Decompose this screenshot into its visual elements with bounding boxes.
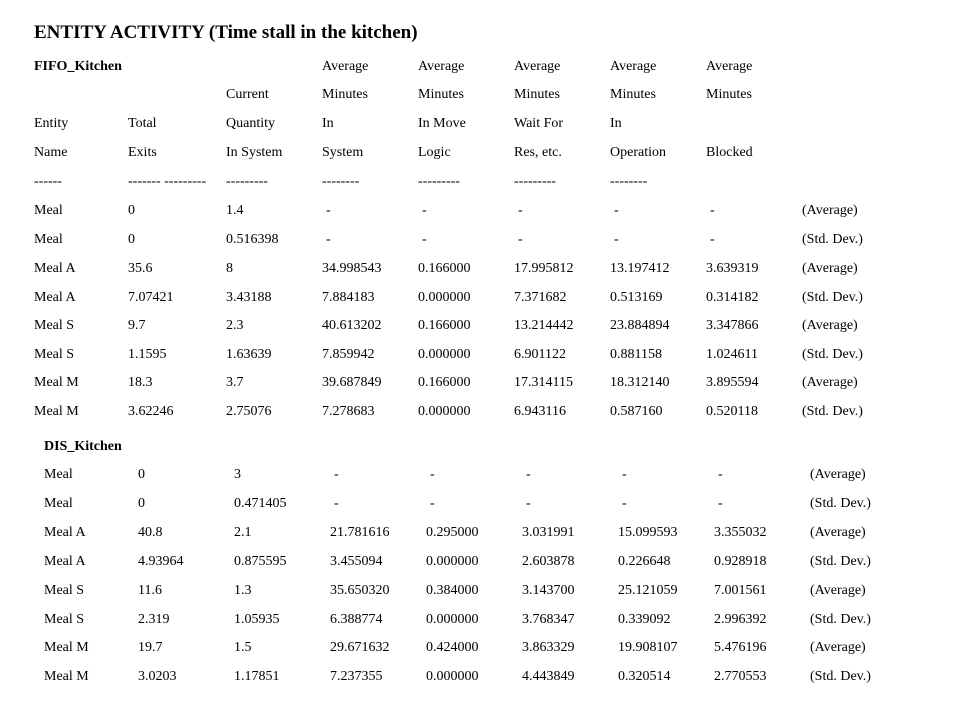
table-cell: 0.000000: [426, 612, 479, 627]
table-cell: -: [710, 203, 715, 218]
table-cell: 3: [234, 467, 241, 482]
table-cell: -: [622, 467, 627, 482]
entity-name: Meal: [44, 467, 73, 482]
table-cell: 2.319: [138, 612, 170, 627]
table-cell: 6.943116: [514, 404, 566, 419]
table-cell: 4.443849: [522, 669, 575, 684]
table-cell: -: [526, 467, 531, 482]
entity-name: Meal S: [34, 318, 75, 333]
table-cell: 3.7: [226, 375, 244, 390]
table-cell: 0.000000: [418, 290, 471, 305]
column-header: In Move: [418, 116, 466, 131]
table-cell: 0.226648: [618, 554, 671, 569]
table-cell: 6.901122: [514, 347, 566, 362]
table-cell: 2.3: [226, 318, 244, 333]
table-cell: 0.516398: [226, 232, 279, 247]
column-header: Minutes: [706, 87, 752, 102]
column-header: Average: [514, 59, 561, 74]
table-cell: 0.928918: [714, 554, 767, 569]
table-cell: 0.000000: [418, 347, 471, 362]
table-cell: 1.05935: [234, 612, 280, 627]
table-cell: 1.3: [234, 583, 252, 598]
stat-type: (Std. Dev.): [810, 496, 871, 511]
table-cell: 3.347866: [706, 318, 759, 333]
entity-name: Meal S: [44, 612, 85, 627]
table-cell: 3.768347: [522, 612, 575, 627]
table-cell: -: [614, 232, 619, 247]
table-cell: 40.613202: [322, 318, 382, 333]
table-cell: 0.320514: [618, 669, 671, 684]
entity-name: Meal M: [34, 375, 79, 390]
entity-name: Meal M: [44, 669, 89, 684]
table-cell: 0.295000: [426, 525, 479, 540]
table-cell: 7.278683: [322, 404, 375, 419]
stat-type: (Average): [802, 203, 858, 218]
table-cell: 13.214442: [514, 318, 574, 333]
table-cell: 0.000000: [426, 554, 479, 569]
fifo-kitchen-label: FIFO_Kitchen: [34, 59, 122, 74]
table-cell: 0.166000: [418, 375, 471, 390]
table-cell: 0.000000: [426, 669, 479, 684]
table-cell: 1.024611: [706, 347, 758, 362]
table-cell: 0: [138, 467, 145, 482]
table-cell: 7.371682: [514, 290, 567, 305]
column-header: Total: [128, 116, 157, 131]
table-cell: 17.314115: [514, 375, 573, 390]
column-header: Average: [418, 59, 465, 74]
table-cell: 0.166000: [418, 261, 471, 276]
column-header: Quantity: [226, 116, 275, 131]
table-cell: -: [326, 203, 331, 218]
entity-name: Meal A: [34, 261, 76, 276]
entity-name: Meal: [34, 203, 63, 218]
table-cell: 3.455094: [330, 554, 383, 569]
table-cell: 18.312140: [610, 375, 670, 390]
table-cell: 13.197412: [610, 261, 670, 276]
stat-type: (Average): [802, 318, 858, 333]
column-header: ---------: [514, 174, 556, 189]
column-header: ---------: [226, 174, 268, 189]
table-cell: 0: [138, 496, 145, 511]
table-cell: 2.75076: [226, 404, 272, 419]
table-cell: 3.895594: [706, 375, 759, 390]
column-header: ------- ---------: [128, 174, 207, 189]
entity-name: Meal M: [44, 640, 89, 655]
column-header: ------: [34, 174, 62, 189]
table-cell: 0.166000: [418, 318, 471, 333]
table-cell: 25.121059: [618, 583, 678, 598]
table-cell: 1.1595: [128, 347, 167, 362]
table-cell: 3.031991: [522, 525, 575, 540]
table-cell: 0.339092: [618, 612, 671, 627]
table-cell: 18.3: [128, 375, 153, 390]
table-cell: 21.781616: [330, 525, 390, 540]
table-cell: 1.17851: [234, 669, 280, 684]
table-cell: -: [334, 496, 339, 511]
table-cell: 0.314182: [706, 290, 759, 305]
table-cell: -: [430, 467, 435, 482]
table-cell: 2.603878: [522, 554, 575, 569]
column-header: Res, etc.: [514, 145, 562, 160]
table-cell: -: [518, 203, 523, 218]
table-cell: 6.388774: [330, 612, 383, 627]
table-cell: 2.996392: [714, 612, 767, 627]
stat-type: (Std. Dev.): [802, 404, 863, 419]
table-cell: 0.424000: [426, 640, 479, 655]
column-header: --------: [610, 174, 648, 189]
table-cell: 3.863329: [522, 640, 575, 655]
table-cell: 35.650320: [330, 583, 390, 598]
table-cell: -: [526, 496, 531, 511]
table-cell: 40.8: [138, 525, 163, 540]
table-cell: -: [430, 496, 435, 511]
stat-type: (Std. Dev.): [802, 290, 863, 305]
table-cell: 2.1: [234, 525, 252, 540]
table-cell: 3.43188: [226, 290, 272, 305]
column-header: In System: [226, 145, 283, 160]
table-cell: 19.908107: [618, 640, 678, 655]
stat-type: (Std. Dev.): [802, 232, 863, 247]
table-cell: -: [718, 467, 723, 482]
table-cell: 7.001561: [714, 583, 767, 598]
table-cell: 1.63639: [226, 347, 272, 362]
table-cell: 15.099593: [618, 525, 678, 540]
table-cell: 2.770553: [714, 669, 767, 684]
column-header: Minutes: [418, 87, 464, 102]
stat-type: (Std. Dev.): [810, 554, 871, 569]
table-cell: 34.998543: [322, 261, 382, 276]
entity-name: Meal S: [34, 347, 75, 362]
stat-type: (Average): [802, 375, 858, 390]
column-header: In: [610, 116, 622, 131]
entity-name: Meal M: [34, 404, 79, 419]
table-cell: 29.671632: [330, 640, 390, 655]
table-cell: 7.859942: [322, 347, 375, 362]
column-header: Operation: [610, 145, 666, 160]
table-cell: 3.62246: [128, 404, 174, 419]
table-cell: -: [326, 232, 331, 247]
table-cell: 19.7: [138, 640, 163, 655]
table-cell: 3.0203: [138, 669, 177, 684]
column-header: Minutes: [514, 87, 560, 102]
table-cell: 0.000000: [418, 404, 471, 419]
table-cell: 9.7: [128, 318, 146, 333]
table-cell: 35.6: [128, 261, 153, 276]
report-title: ENTITY ACTIVITY (Time stall in the kitchen): [34, 22, 418, 43]
table-cell: 0: [128, 232, 135, 247]
table-cell: 0.384000: [426, 583, 479, 598]
table-cell: 5.476196: [714, 640, 767, 655]
stat-type: (Average): [810, 640, 866, 655]
column-header: Name: [34, 145, 68, 160]
table-cell: 1.5: [234, 640, 252, 655]
column-header: Exits: [128, 145, 157, 160]
column-header: --------: [322, 174, 360, 189]
table-cell: 7.07421: [128, 290, 174, 305]
entity-name: Meal A: [34, 290, 76, 305]
table-cell: 23.884894: [610, 318, 670, 333]
stat-type: (Std. Dev.): [810, 669, 871, 684]
table-cell: -: [622, 496, 627, 511]
table-cell: -: [422, 203, 427, 218]
table-cell: 7.237355: [330, 669, 383, 684]
column-header: Minutes: [610, 87, 656, 102]
entity-name: Meal A: [44, 554, 86, 569]
stat-type: (Average): [810, 525, 866, 540]
entity-name: Meal A: [44, 525, 86, 540]
column-header: Entity: [34, 116, 69, 131]
table-cell: 0.513169: [610, 290, 663, 305]
table-cell: -: [614, 203, 619, 218]
table-cell: 3.143700: [522, 583, 575, 598]
column-header: Minutes: [322, 87, 368, 102]
column-header: In: [322, 116, 334, 131]
dis-kitchen-label: DIS_Kitchen: [44, 439, 122, 454]
stat-type: (Std. Dev.): [802, 347, 863, 362]
column-header: Blocked: [706, 145, 753, 160]
table-cell: 0: [128, 203, 135, 218]
stat-type: (Average): [810, 583, 866, 598]
table-cell: -: [518, 232, 523, 247]
table-cell: 39.687849: [322, 375, 382, 390]
table-cell: 7.884183: [322, 290, 375, 305]
column-header: Average: [706, 59, 753, 74]
column-header: Current: [226, 87, 269, 102]
table-cell: 1.4: [226, 203, 244, 218]
table-cell: 17.995812: [514, 261, 574, 276]
entity-name: Meal: [34, 232, 63, 247]
column-header: Average: [610, 59, 657, 74]
table-cell: 8: [226, 261, 233, 276]
table-cell: -: [710, 232, 715, 247]
table-cell: 0.875595: [234, 554, 287, 569]
table-cell: 3.639319: [706, 261, 759, 276]
table-cell: 0.881158: [610, 347, 662, 362]
entity-name: Meal: [44, 496, 73, 511]
table-cell: -: [334, 467, 339, 482]
table-cell: 3.355032: [714, 525, 767, 540]
stat-type: (Average): [802, 261, 858, 276]
column-header: System: [322, 145, 364, 160]
table-cell: 11.6: [138, 583, 162, 598]
stat-type: (Average): [810, 467, 866, 482]
table-cell: 0.471405: [234, 496, 287, 511]
stat-type: (Std. Dev.): [810, 612, 871, 627]
table-cell: -: [422, 232, 427, 247]
table-cell: -: [718, 496, 723, 511]
column-header: Average: [322, 59, 369, 74]
table-cell: 0.587160: [610, 404, 663, 419]
column-header: Logic: [418, 145, 451, 160]
column-header: Wait For: [514, 116, 564, 131]
entity-name: Meal S: [44, 583, 85, 598]
table-cell: 0.520118: [706, 404, 758, 419]
table-cell: 4.93964: [138, 554, 184, 569]
column-header: ---------: [418, 174, 460, 189]
